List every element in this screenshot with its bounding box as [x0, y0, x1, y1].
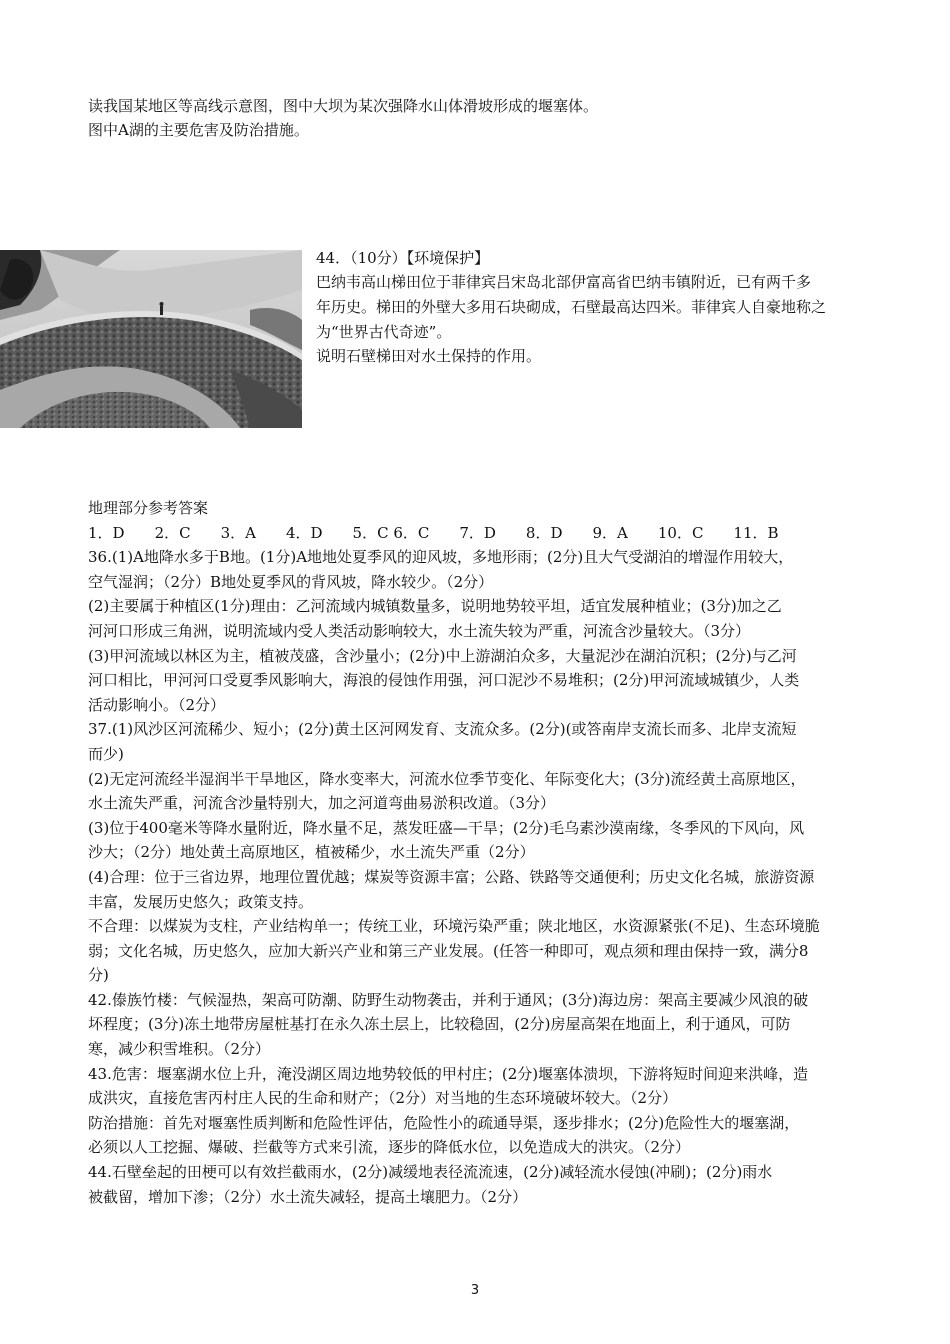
answer-line: 分): [88, 966, 109, 985]
question-44-line: 说明石壁梯田对水土保持的作用。: [316, 347, 542, 365]
answer-line: 弱；文化名城，历史悠久，应加大新兴产业和第三产业发展。(任答一种即可，观点须和理由保持一致，满分8: [88, 941, 809, 960]
answer-key: [88, 496, 878, 1209]
answer-line: 河河口形成三角洲，说明流域内受人类活动影响较大，水土流失较为严重，河流含沙量较大。（3分）: [88, 621, 751, 640]
answer-line: 丰富，发展历史悠久；政策支持。: [88, 892, 314, 911]
answer-line: 43.危害：堰塞湖水位上升，淹没湖区周边地势较低的甲村庄；(2分)堰塞体溃坝，下游将短时间迎来洪峰，造: [88, 1064, 809, 1083]
answer-line: 37.(1)风沙区河流稀少、短小；(2分)黄土区河网发育、支流众多。(2分)(或答南岸支流长而多、北岸支流短: [88, 720, 797, 739]
answer-line: 成洪灾，直接危害丙村庄人民的生命和财产；（2分）对当地的生态环境破坏较大。（2分）: [88, 1089, 678, 1108]
answer-line: 活动影响小。（2分）: [88, 695, 226, 714]
intro-line-2: 图中A湖的主要危害及防治措施。: [88, 121, 309, 139]
answer-line: (2)无定河流经半湿润半干旱地区，降水变率大，河流水位季节变化、年际变化大；(3分)流经黄土高原地区，: [88, 769, 806, 788]
answer-line: 寒，减少积雪堆积。（2分）: [88, 1040, 271, 1059]
question-44-line: 年历史。梯田的外壁大多用石块砌成，石壁最高达四米。菲律宾人自豪地称之: [316, 298, 827, 316]
answer-line: 河口相比，甲河河口受夏季风影响大，海浪的侵蚀作用强，河口泥沙不易堆积；(2分)甲河流域城镇少，人类: [88, 671, 800, 690]
intro-line-1: 读我国某地区等高线示意图，图中大坝为某次强降水山体滑坡形成的堰塞体。: [88, 97, 599, 115]
answer-line: 坏程度；(3分)冻土地带房屋桩基打在永久冻土层上，比较稳固，(2分)房屋高架在地面上，利于通风，可防: [88, 1015, 791, 1034]
answer-line: 沙大；（2分）地处黄土高原地区，植被稀少，水土流失严重（2分）: [88, 843, 535, 862]
answer-line: 防治措施：首先对堰塞性质判断和危险性评估，危险性小的疏通导渠，逐步排水；(2分)危险性大的堰塞湖，: [88, 1113, 800, 1132]
answer-line: (3)甲河流域以林区为主，植被茂盛，含沙量小；(2分)中上游湖泊众多，大量泥沙在湖泊沉积；(2分)与乙河: [88, 646, 797, 665]
question-44-header: 44．（10分）【环境保护】: [316, 249, 490, 267]
question-44-line: 为“世界古代奇迹”。: [316, 323, 452, 341]
page-number: 3: [470, 1283, 480, 1298]
answer-line: 被截留，增加下渗；（2分）水土流失减轻，提高土壤肥力。（2分）: [88, 1187, 528, 1206]
answer-line: (4)合理：位于三省边界，地理位置优越；煤炭等资源丰富；公路、铁路等交通便利；历史文化名城，旅游资源: [88, 867, 815, 886]
answer-line: 不合理：以煤炭为支柱，产业结构单一；传统工业，环境污染严重；陕北地区，水资源紧张(不足)、生态环境脆: [88, 917, 820, 936]
answer-line: 而少): [88, 744, 124, 763]
question-44-line: 巴纳韦高山梯田位于菲律宾吕宋岛北部伊富高省巴纳韦镇附近，已有两千多: [316, 273, 812, 291]
answer-key-title: 地理部分参考答案: [88, 499, 209, 517]
answer-line: (2)主要属于种植区(1分)理由：乙河流域内城镇数量多，说明地势较平坦，适宜发展种植业；(3分)加之乙: [88, 597, 782, 616]
answer-line: 1．D 2．C 3．A 4．D 5．C 6．C 7．D 8．D 9．A 10．C 11．B: [88, 523, 779, 542]
answer-line: 水土流失严重，河流含沙量特别大，加之河道弯曲易淤积改道。（3分）: [88, 794, 556, 813]
answer-line: 42.傣族竹楼：气候湿热，架高可防潮、防野生动物袭击，并利于通风；(3分)海边房：架高主要减少风浪的破: [88, 990, 809, 1009]
answer-line: 必须以人工挖掘、爆破、拦截等方式来引流，逐步的降低水位，以免造成大的洪灾。（2分）: [88, 1138, 691, 1157]
answer-line: 36.(1)A地降水多于B地。(1分)A地地处夏季风的迎风坡，多地形雨；(2分)且大气受湖泊的增湿作用较大，: [88, 548, 794, 567]
answer-line: 44.石壁垒起的田梗可以有效拦截雨水，(2分)减缓地表径流流速，(2分)减轻流水侵蚀(冲刷)；(2分)雨水: [88, 1163, 773, 1182]
terrace-photo: [0, 250, 302, 428]
answer-line: (3)位于400毫米等降水量附近，降水量不足，蒸发旺盛—干旱；(2分)毛乌素沙漠南缘，冬季风的下风向，风: [88, 818, 805, 837]
answer-line: 空气湿润；（2分）B地处夏季风的背风坡，降水较少。（2分）: [88, 572, 494, 591]
